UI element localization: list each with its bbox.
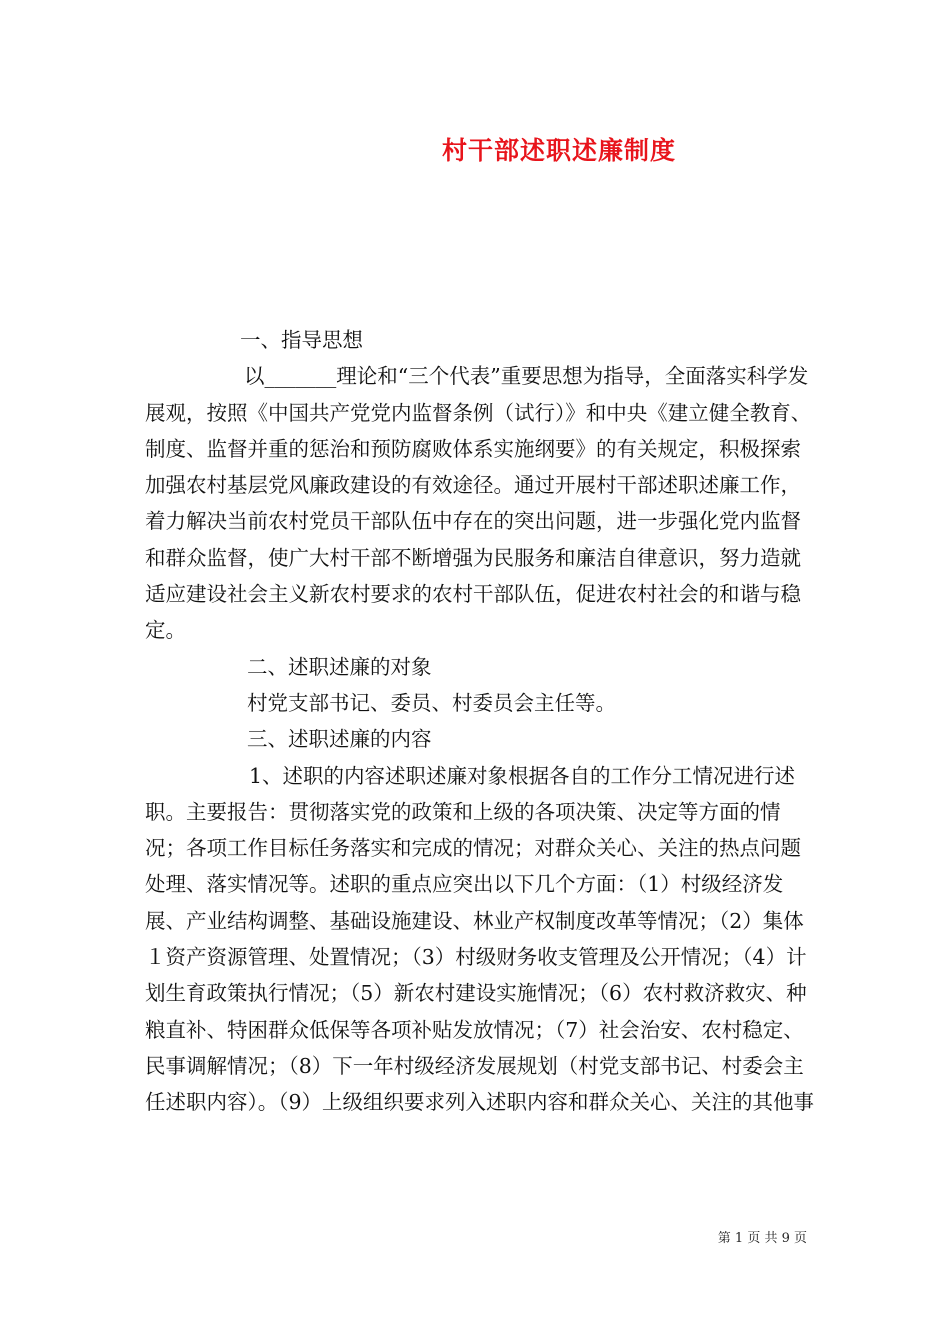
paragraph-content: 1、述职的内容述职述廉对象根据各自的工作分工情况进行述职。主要报告：贯彻落实党的政策和上级的各项决策、决定等方面的情况；各项工作目标任务落实和完成的情况；对群众关心、关注的热点问题处理、落实情况等。述职的重点应突出以下几个方面：（1）村级经济发展、产业结构调整、基础设施建设、林业产权制度改革等情况；（2）集体１资产资源管理、处置情况；（3）村级财务收支管理及公开情况；（4）计划生育政策执行情况；（5）新农村建设实施情况；（6）农村救济救灾、种粮直补、特困群众低保等各项补贴发放情况；（7）社会治安、农村稳定、民事调解情况；（8）下一年村级经济发展规划（村党支部书记、村委会主任述职内容）。（9）上级组织要求列入述职内容和群众关心、关注的其他事	[145, 763, 815, 1115]
section-heading-guiding-thought: 一、指导思想	[240, 328, 363, 352]
section-heading-content: 三、述职述廉的内容	[247, 727, 432, 752]
paragraph-guiding-thought: 以_______理论和“三个代表”重要思想为指导，全面落实科学发展观，按照《中国共产党党内监督条例（试行）》和中央《建立健全教育、制度、监督并重的惩治和预防腐败体系实施纲要》的有关规定，积极探索加强农村基层党风廉政建设的有效途径。通过开展村干部述职述廉工作，着力解决当前农村党员干部队伍中存在的突出问题，进一步强化党内监督和群众监督，使广大村干部不断增强为民服务和廉洁自律意识，努力造就适应建设社会主义新农村要求的农村干部队伍，促进农村社会的和谐与稳定。	[145, 364, 812, 643]
paragraph-targets: 村党支部书记、委员、村委员会主任等。	[247, 690, 616, 715]
page-number-footer: 第 1 页 共 9 页	[717, 1231, 807, 1246]
section-heading-targets: 二、述职述廉的对象	[247, 654, 432, 679]
document-body	[145, 322, 815, 1121]
document-title: 村干部述职述廉制度	[441, 136, 676, 165]
